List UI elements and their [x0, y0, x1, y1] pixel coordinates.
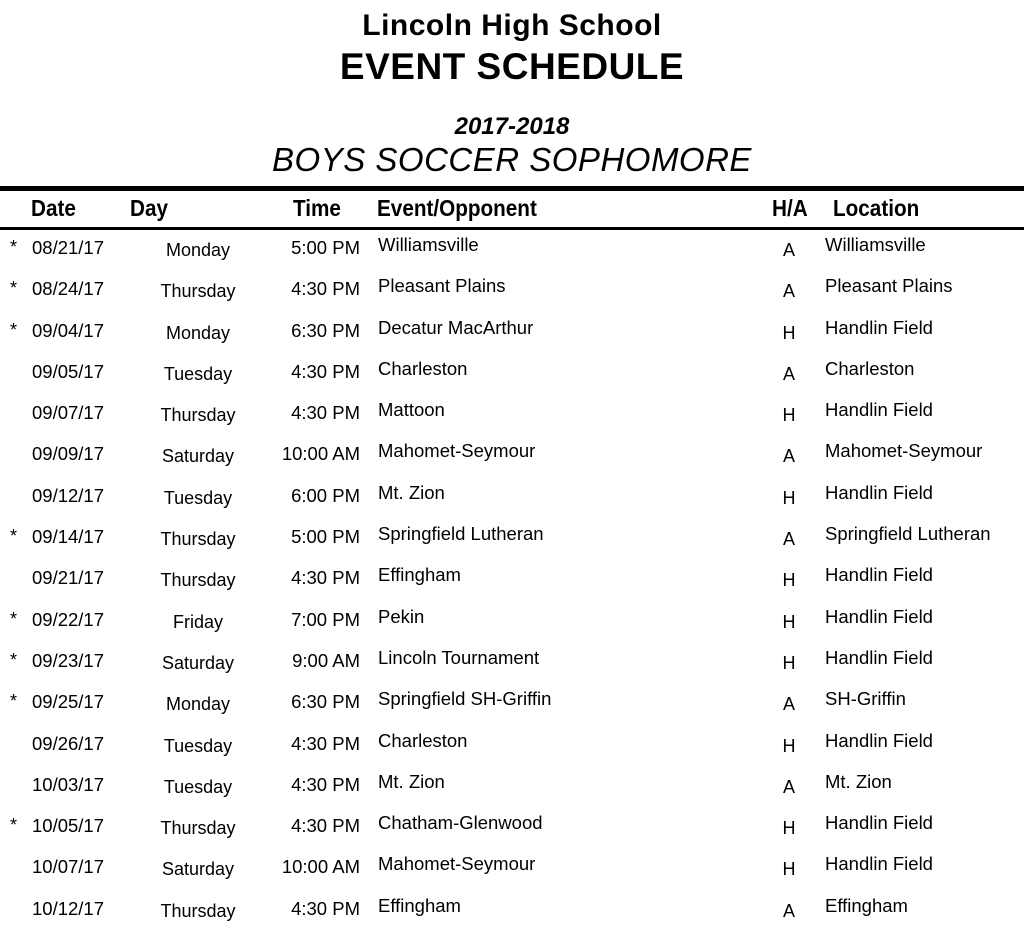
cell-time: 6:30 PM [291, 319, 360, 341]
cell-home-away: A [782, 900, 795, 921]
cell-date: 10/07/17 [32, 856, 105, 878]
cell-home-away: A [782, 281, 795, 302]
cell-day: Monday [165, 240, 231, 260]
cell-location: Charleston [825, 357, 915, 379]
cell-date: 09/26/17 [32, 732, 105, 754]
cell-location: Mahomet-Seymour [825, 440, 983, 462]
conference-star-marker: * [10, 691, 18, 712]
page-title: EVENT SCHEDULE [339, 46, 685, 87]
conference-star-marker: * [10, 815, 18, 836]
cell-date: 10/12/17 [32, 897, 105, 919]
cell-time: 4:30 PM [291, 567, 360, 589]
cell-event-opponent: Mattoon [378, 399, 445, 421]
cell-time: 4:30 PM [291, 402, 360, 424]
cell-location: Handlin Field [825, 605, 933, 627]
cell-time: 4:30 PM [291, 773, 360, 795]
cell-time: 6:30 PM [291, 691, 360, 713]
cell-day: Thursday [160, 900, 236, 921]
cell-home-away: H [782, 735, 796, 756]
cell-location: Handlin Field [825, 729, 933, 751]
cell-day: Monday [165, 322, 231, 343]
cell-location: Handlin Field [825, 853, 933, 875]
cell-home-away: A [782, 240, 795, 260]
conference-star-marker: * [10, 319, 18, 340]
cell-time: 5:00 PM [291, 237, 360, 258]
table-row [0, 564, 1024, 605]
table-row [0, 275, 1024, 316]
cell-event-opponent: Mt. Zion [378, 770, 445, 792]
cell-day: Tuesday [163, 487, 233, 508]
cell-location: Pleasant Plains [825, 275, 953, 297]
cell-home-away: A [782, 363, 795, 384]
cell-day: Saturday [161, 446, 235, 467]
table-row [0, 771, 1024, 812]
conference-star-marker: * [10, 649, 18, 670]
cell-date: 10/03/17 [32, 773, 105, 795]
column-header-event: Event/Opponent [377, 195, 537, 221]
cell-home-away: H [782, 487, 796, 508]
cell-time: 4:30 PM [291, 360, 360, 382]
table-body [0, 234, 1024, 933]
table-row [0, 234, 1024, 275]
cell-date: 08/21/17 [32, 237, 105, 258]
cell-location: SH-Griffin [825, 688, 906, 710]
cell-event-opponent: Charleston [378, 729, 468, 751]
table-row [0, 730, 1024, 771]
cell-date: 09/23/17 [32, 649, 105, 671]
season-years: 2017-2018 [454, 113, 570, 140]
cell-event-opponent: Pleasant Plains [378, 275, 506, 297]
table-row [0, 606, 1024, 647]
cell-event-opponent: Charleston [378, 357, 468, 379]
conference-star-marker: * [10, 608, 18, 629]
table-row [0, 853, 1024, 894]
cell-event-opponent: Mt. Zion [378, 481, 445, 503]
cell-day: Thursday [160, 281, 236, 302]
column-header-day: Day [130, 195, 168, 221]
cell-home-away: A [782, 776, 795, 797]
cell-date: 09/14/17 [32, 526, 105, 548]
cell-location: Handlin Field [825, 812, 933, 834]
cell-day: Thursday [160, 405, 236, 426]
table-row [0, 812, 1024, 853]
cell-time: 10:00 AM [281, 856, 360, 878]
cell-event-opponent: Lincoln Tournament [378, 646, 540, 668]
table-header [0, 195, 1024, 227]
cell-day: Thursday [160, 818, 236, 839]
cell-event-opponent: Chatham-Glenwood [378, 812, 543, 834]
cell-home-away: H [782, 652, 796, 673]
cell-home-away: A [782, 529, 795, 550]
cell-event-opponent: Springfield SH-Griffin [378, 688, 552, 710]
cell-location: Handlin Field [825, 481, 933, 503]
cell-time: 6:00 PM [291, 484, 360, 506]
cell-time: 4:30 PM [291, 897, 360, 919]
cell-date: 09/09/17 [32, 443, 105, 465]
column-header-ha: H/A [772, 195, 808, 221]
cell-event-opponent: Williamsville [378, 234, 479, 255]
cell-day: Thursday [160, 529, 236, 550]
table-row [0, 358, 1024, 399]
team-name: BOYS SOCCER SOPHOMORE [272, 141, 752, 178]
cell-day: Saturday [161, 652, 235, 673]
cell-day: Monday [165, 694, 231, 715]
cell-date: 09/05/17 [32, 360, 105, 382]
column-header-time: Time [293, 195, 341, 221]
table-row [0, 482, 1024, 523]
school-name: Lincoln High School [362, 9, 662, 42]
cell-time: 10:00 AM [281, 443, 360, 465]
cell-location: Handlin Field [825, 564, 933, 586]
cell-event-opponent: Pekin [378, 605, 425, 627]
cell-event-opponent: Effingham [378, 564, 461, 586]
cell-location: Handlin Field [825, 646, 933, 668]
cell-time: 4:30 PM [291, 732, 360, 754]
cell-location: Springfield Lutheran [825, 523, 991, 545]
cell-time: 4:30 PM [291, 815, 360, 837]
conference-star-marker: * [10, 526, 18, 547]
cell-event-opponent: Mahomet-Seymour [378, 853, 536, 875]
cell-date: 10/05/17 [32, 815, 105, 837]
conference-star-marker: * [10, 278, 18, 299]
cell-event-opponent: Decatur MacArthur [378, 316, 534, 338]
table-row [0, 647, 1024, 688]
top-divider [0, 186, 1024, 191]
column-header-location: Location [833, 195, 920, 221]
cell-day: Friday [172, 611, 223, 632]
cell-location: Effingham [825, 894, 908, 916]
cell-home-away: A [782, 694, 795, 715]
cell-location: Mt. Zion [825, 770, 892, 792]
cell-home-away: H [782, 818, 796, 839]
cell-date: 09/12/17 [32, 484, 105, 506]
table-row [0, 317, 1024, 358]
table-row [0, 688, 1024, 729]
cell-date: 09/25/17 [32, 691, 105, 713]
cell-day: Tuesday [163, 735, 233, 756]
cell-date: 08/24/17 [32, 278, 105, 300]
cell-time: 4:30 PM [291, 278, 360, 300]
cell-date: 09/04/17 [32, 319, 105, 341]
cell-home-away: H [782, 570, 796, 591]
cell-event-opponent: Mahomet-Seymour [378, 440, 536, 462]
cell-home-away: H [782, 322, 796, 343]
cell-time: 7:00 PM [291, 608, 360, 630]
column-header-date: Date [31, 195, 76, 221]
cell-date: 09/22/17 [32, 608, 105, 630]
cell-location: Handlin Field [825, 399, 933, 421]
cell-event-opponent: Effingham [378, 894, 461, 916]
cell-day: Saturday [161, 859, 235, 880]
cell-location: Handlin Field [825, 316, 933, 338]
header-divider [0, 227, 1024, 230]
cell-time: 9:00 AM [292, 649, 360, 671]
table-row [0, 399, 1024, 440]
cell-date: 09/21/17 [32, 567, 105, 589]
cell-date: 09/07/17 [32, 402, 105, 424]
cell-day: Tuesday [163, 776, 233, 797]
conference-star-marker: * [10, 237, 18, 257]
cell-time: 5:00 PM [291, 526, 360, 548]
table-row [0, 895, 1024, 933]
cell-home-away: H [782, 405, 796, 426]
cell-event-opponent: Springfield Lutheran [378, 523, 544, 545]
cell-location: Williamsville [825, 234, 926, 255]
cell-day: Thursday [160, 570, 236, 591]
cell-home-away: H [782, 611, 796, 632]
cell-day: Tuesday [163, 363, 233, 384]
table-row [0, 440, 1024, 481]
table-row [0, 523, 1024, 564]
cell-home-away: H [782, 859, 796, 880]
cell-home-away: A [782, 446, 795, 467]
